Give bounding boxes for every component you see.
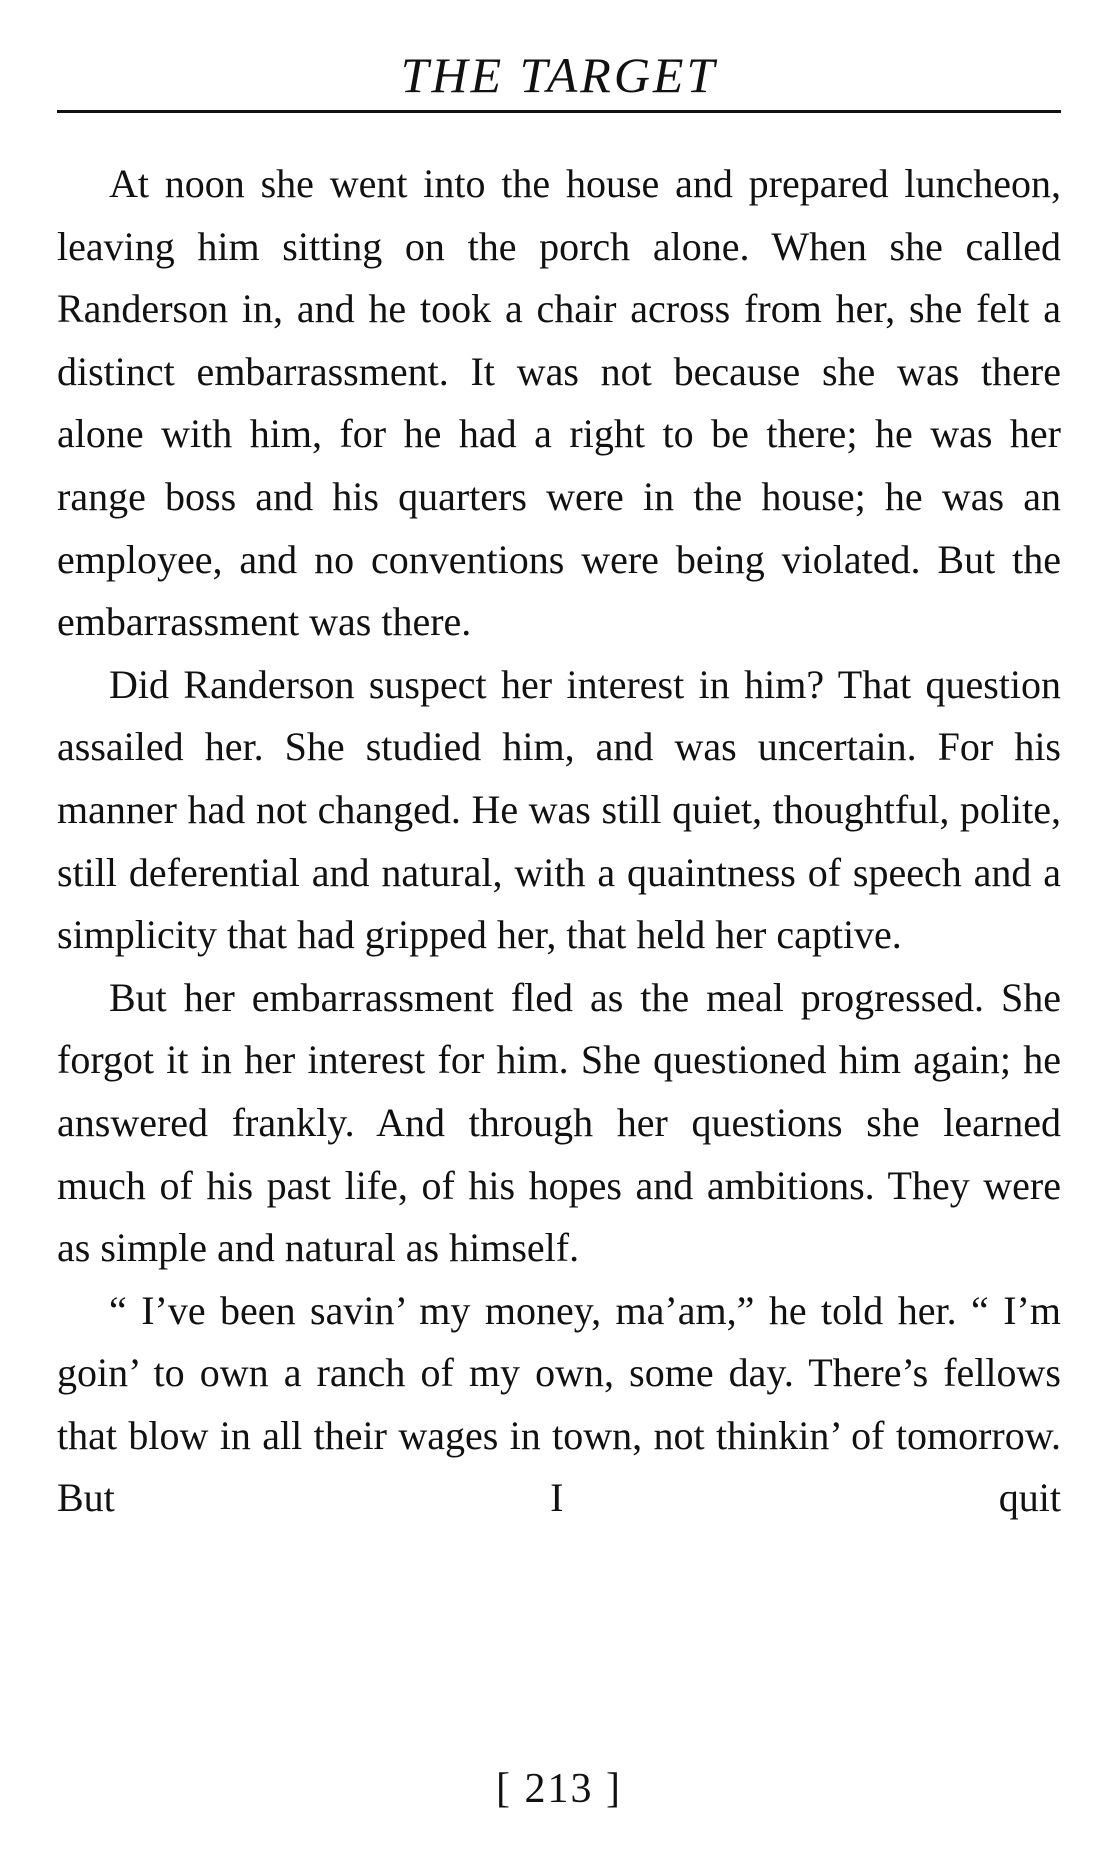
- paragraph: “ I’ve been savin’ my money, ma’am,” he told her. “ I’m goin’ to own a ranch of my own, some day. There’s fellows that blow in all their wages in town, not thinkin’ of tomorrow. But I quit: [57, 1287, 1061, 1521]
- header-rule: [57, 110, 1061, 113]
- body-text: [57, 153, 1061, 1530]
- paragraph: But her embarrassment fled as the meal progressed. She forgot it in her interest for him. She questioned him again; he answered frankly. And through her questions she learned much of his past life, of his hopes and ambitions. They were as simple and natural as himself.: [57, 974, 1061, 1271]
- page-number: [ 213 ]: [496, 1766, 622, 1812]
- paragraph: Did Randerson suspect her interest in him? That question assailed her. She studied him, and was uncertain. For his manner had not changed. He was still quiet, thoughtful, polite, still deferential and natural, with a quaintness of speech and a simplicity that had gripped her, that held her captive.: [57, 661, 1061, 958]
- paragraph: At noon she went into the house and prepared luncheon, leaving him sitting on the porch alone. When she called Randerson in, and he took a chair across from her, she felt a distinct embarrassment. It was not because she was there alone with him, for he had a right to be there; he was her range boss and his quarters were in the house; he was an employee, and no conventions were being violated. But the embarrassment was there.: [57, 161, 1061, 645]
- running-head: THE TARGET: [400, 47, 718, 103]
